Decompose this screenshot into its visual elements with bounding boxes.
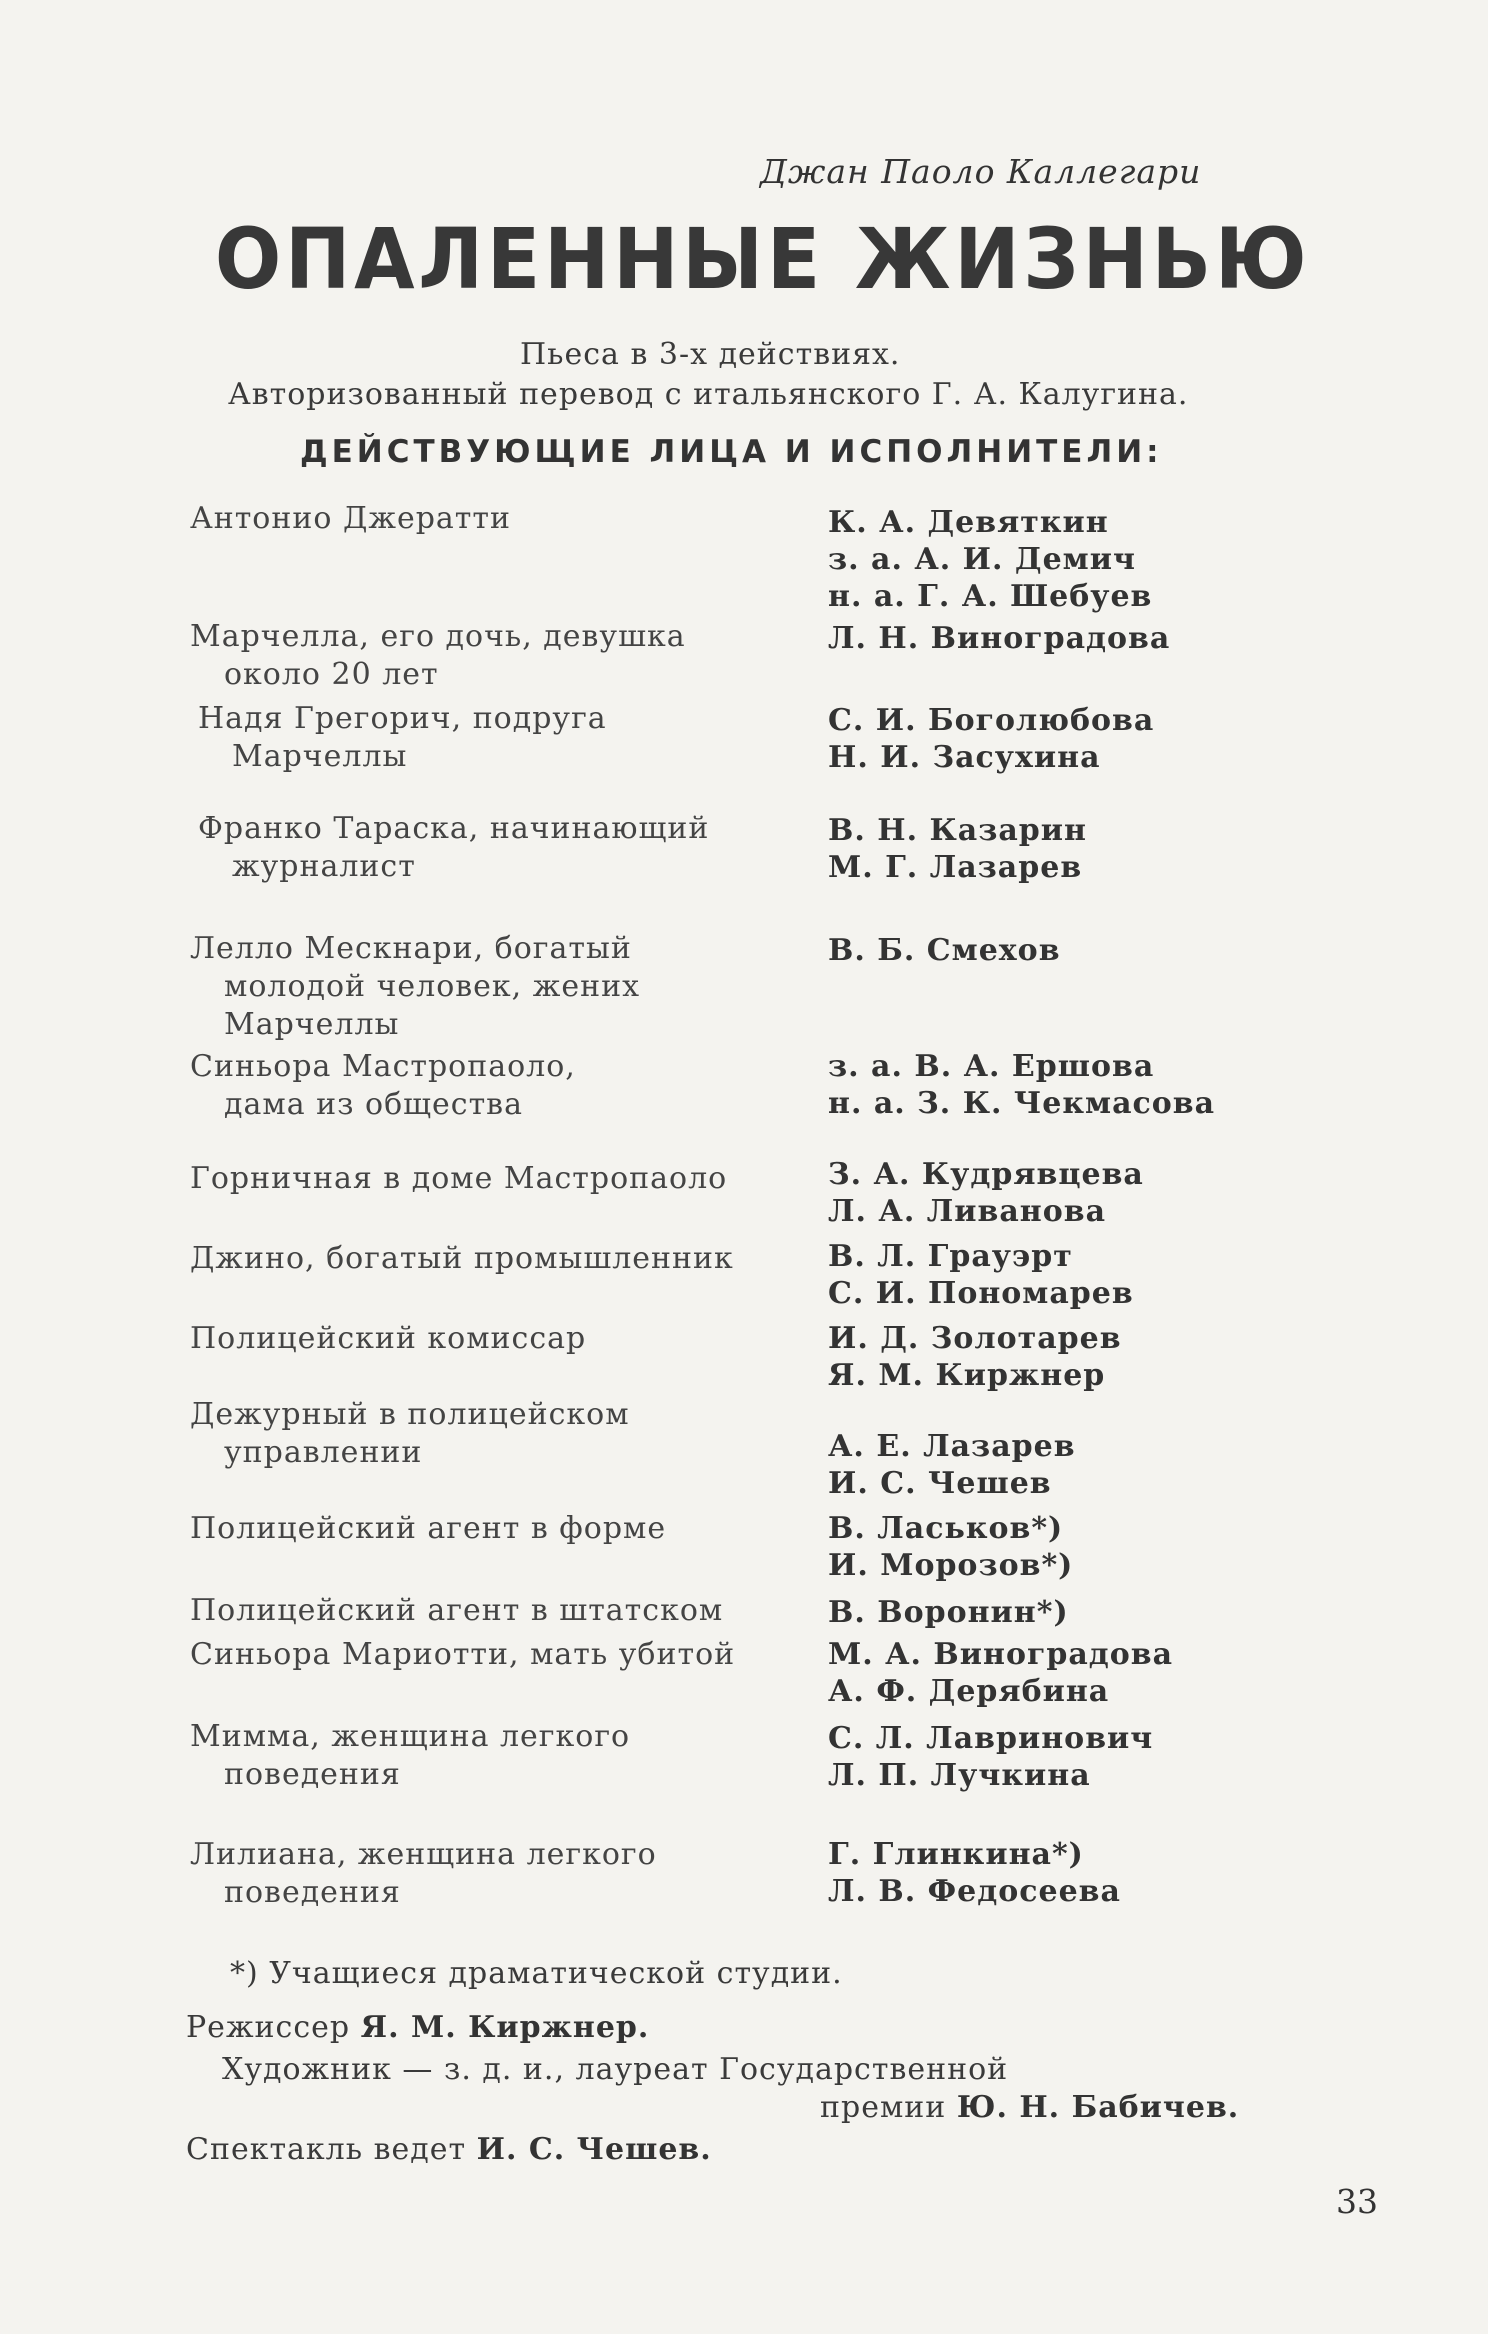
role-line: поведения <box>224 1875 401 1910</box>
role-line: дама из общества <box>224 1087 523 1122</box>
cast-heading: ДЕЙСТВУЮЩИЕ ЛИЦА И ИСПОЛНИТЕЛИ: <box>300 434 1163 470</box>
cast-actors <box>828 1428 1076 1502</box>
stage-manager-name: И. С. Чешев. <box>476 2132 712 2167</box>
cast-actors <box>828 1636 1173 1710</box>
page-number: 33 <box>1336 2182 1378 2221</box>
cast-actors <box>828 1510 1073 1584</box>
cast-actors <box>828 620 1170 657</box>
artist-prize: премии <box>820 2090 947 2125</box>
actor-name: И. Д. Золотарев <box>828 1321 1122 1356</box>
actor-name: В. Ласьков*) <box>828 1511 1064 1546</box>
role-line: управлении <box>224 1435 423 1470</box>
cast-actors <box>828 702 1154 776</box>
play-title: ОПАЛЕННЫЕ ЖИЗНЬЮ <box>214 210 1311 308</box>
role-line: Антонио Джератти <box>190 501 511 536</box>
actor-name: В. Л. Грауэрт <box>828 1239 1073 1274</box>
stage-manager-label: Спектакль ведет <box>186 2132 467 2167</box>
role-line: Синьора Мастропаоло, <box>190 1049 576 1084</box>
actor-name: Я. М. Киржнер <box>828 1358 1106 1393</box>
actor-name: И. С. Чешев <box>828 1466 1052 1501</box>
cast-role <box>190 1240 734 1278</box>
cast-actors <box>828 1720 1153 1794</box>
actor-name: Н. И. Засухина <box>828 740 1101 775</box>
role-line: Полицейский комиссар <box>190 1321 587 1356</box>
cast-role <box>190 1160 727 1198</box>
cast-actors <box>828 812 1087 886</box>
actor-name: С. И. Пономарев <box>828 1276 1134 1311</box>
author-name: Джан Паоло Каллегари <box>760 152 1202 191</box>
actor-name: В. Н. Казарин <box>828 813 1087 848</box>
actor-name: В. Воронин*) <box>828 1595 1069 1630</box>
footnote: *) Учащиеся драматической студии. <box>230 1956 843 1991</box>
role-line: поведения <box>224 1757 401 1792</box>
role-line: Лелло Мескнари, богатый <box>190 931 632 966</box>
actor-name: з. а. А. И. Демич <box>828 542 1136 577</box>
role-line: Джино, богатый промышленник <box>190 1241 734 1276</box>
role-line: журналист <box>232 849 416 884</box>
subtitle-genre: Пьеса в 3-х действиях. <box>520 337 901 372</box>
director-name: Я. М. Киржнер. <box>360 2010 650 2045</box>
cast-actors <box>828 932 1061 969</box>
role-line: Лилиана, женщина легкого <box>190 1837 657 1872</box>
actor-name: В. Б. Смехов <box>828 933 1061 968</box>
cast-role <box>190 1320 586 1358</box>
cast-actors <box>828 1156 1144 1230</box>
cast-role <box>190 1510 666 1548</box>
actor-name: И. Морозов*) <box>828 1548 1074 1583</box>
actor-name: н. а. Г. А. Шебуев <box>828 579 1153 614</box>
role-line: Марчелла, его дочь, девушка <box>190 619 686 654</box>
actor-name: Л. П. Лучкина <box>828 1758 1091 1793</box>
artist-credit-continued <box>820 2090 1239 2125</box>
role-line: Надя Грегорич, подруга <box>198 701 607 736</box>
actor-name: С. И. Боголюбова <box>828 703 1155 738</box>
role-line: Полицейский агент в форме <box>190 1511 667 1546</box>
actor-name: А. Ф. Дерябина <box>828 1674 1110 1709</box>
director-credit <box>186 2010 649 2045</box>
cast-role <box>198 700 607 776</box>
cast-actors <box>828 1594 1069 1631</box>
actor-name: Л. Н. Виноградова <box>828 621 1171 656</box>
stage-manager-credit <box>186 2132 712 2167</box>
role-line: Франко Тараска, начинающий <box>198 811 710 846</box>
cast-actors <box>828 1048 1215 1122</box>
cast-role <box>190 1836 657 1912</box>
cast-role <box>190 1048 576 1124</box>
actor-name: н. а. З. К. Чекмасова <box>828 1086 1216 1121</box>
role-line: Синьора Мариотти, мать убитой <box>190 1637 736 1672</box>
cast-actors <box>828 1320 1122 1394</box>
role-line: молодой человек, жених <box>224 969 641 1004</box>
cast-actors <box>828 1836 1121 1910</box>
cast-role <box>190 1396 630 1472</box>
cast-role <box>190 618 686 694</box>
role-line: Мимма, женщина легкого <box>190 1719 631 1754</box>
actor-name: К. А. Девяткин <box>828 505 1109 540</box>
actor-name: Г. Глинкина*) <box>828 1837 1084 1872</box>
role-line: Марчеллы <box>232 739 408 774</box>
cast-role <box>190 1592 723 1630</box>
role-line: около 20 лет <box>224 657 439 692</box>
cast-role <box>198 810 709 886</box>
actor-name: Л. В. Федосеева <box>828 1874 1121 1909</box>
artist-name: Ю. Н. Бабичев. <box>956 2090 1240 2125</box>
subtitle-translation: Авторизованный перевод с итальянского Г. А. Калугина. <box>228 377 1189 412</box>
actor-name: з. а. В. А. Ершова <box>828 1049 1155 1084</box>
artist-credit: Художник — з. д. и., лауреат Государственной <box>222 2052 1009 2087</box>
actor-name: М. Г. Лазарев <box>828 850 1083 885</box>
actor-name: С. Л. Лавринович <box>828 1721 1154 1756</box>
cast-role <box>190 1636 735 1674</box>
cast-role <box>190 500 511 538</box>
role-line: Марчеллы <box>224 1007 400 1042</box>
actor-name: М. А. Виноградова <box>828 1637 1174 1672</box>
role-line: Горничная в доме Мастропаоло <box>190 1161 728 1196</box>
actor-name: З. А. Кудрявцева <box>828 1157 1144 1192</box>
cast-role <box>190 930 640 1044</box>
role-line: Дежурный в полицейском <box>190 1397 630 1432</box>
actor-name: Л. А. Ливанова <box>828 1194 1107 1229</box>
cast-actors <box>828 504 1152 615</box>
director-label: Режиссер <box>186 2010 351 2045</box>
cast-actors <box>828 1238 1134 1312</box>
role-line: Полицейский агент в штатском <box>190 1593 724 1628</box>
cast-role <box>190 1718 630 1794</box>
actor-name: А. Е. Лазарев <box>828 1429 1076 1464</box>
